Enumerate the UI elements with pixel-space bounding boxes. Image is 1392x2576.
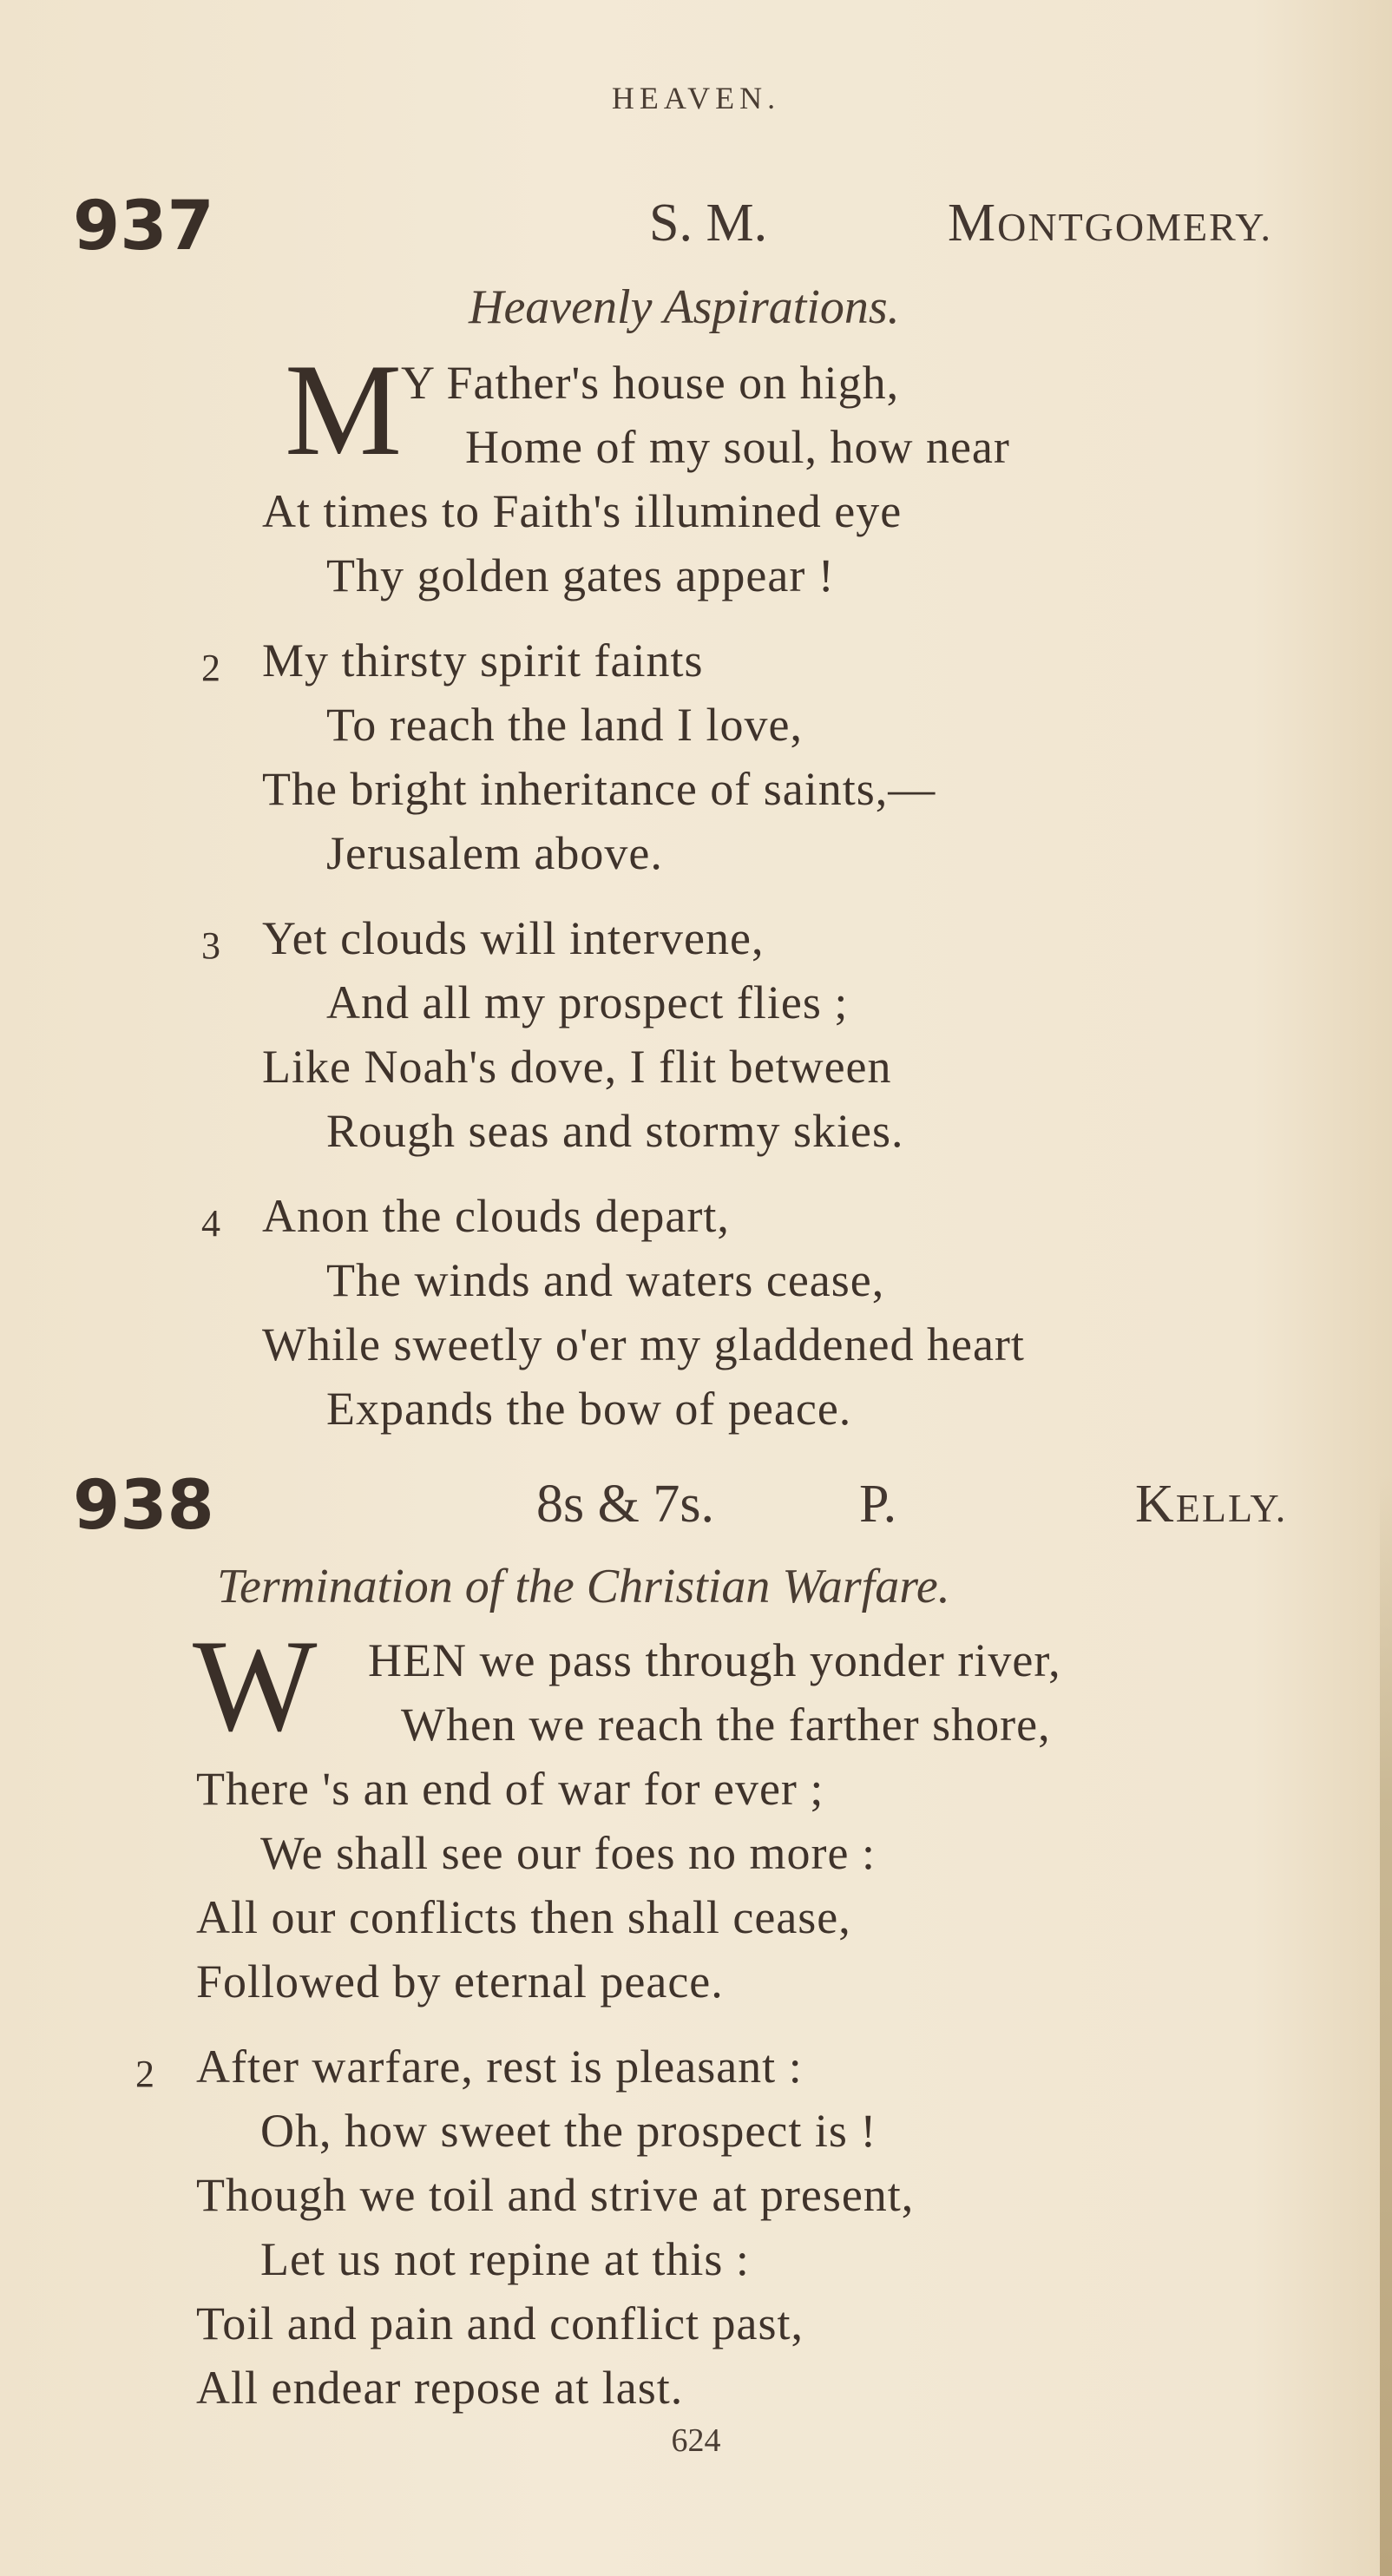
hymn-937-stanza-3-line-3: Like Noah's dove, I flit between [262, 1041, 892, 1093]
hymn-937-stanza-3-line-4: Rough seas and stormy skies. [326, 1105, 904, 1157]
hymn-938-stanza-2-line-5: Toil and pain and conflict past, [196, 2297, 804, 2349]
hymn-937-stanza-1-line-1: Y Father's house on high, [401, 357, 900, 409]
hymn-937-author-initial: M [948, 194, 998, 253]
hymn-938-author [1135, 1474, 1287, 1535]
hymn-938-stanza-2-line-2: Oh, how sweet the prospect is ! [260, 2105, 877, 2157]
running-head: HEAVEN. [611, 81, 781, 115]
hymn-937-stanza-3-number: 3 [201, 924, 220, 967]
page-edge [1380, 1475, 1392, 2576]
hymn-938-meter: 8s & 7s. [536, 1475, 714, 1534]
hymn-937-stanza-4-number: 4 [201, 1202, 220, 1245]
hymn-937-stanza-4-line-1: Anon the clouds depart, [262, 1190, 730, 1242]
hymn-938-stanza-2-line-4: Let us not repine at this : [260, 2233, 750, 2285]
hymn-938-author-rest: ELLY. [1175, 1486, 1288, 1530]
hymn-937-author [948, 193, 1272, 254]
hymn-937-stanza-4-line-3: While sweetly o'er my gladdened heart [262, 1318, 1025, 1370]
hymn-937-title: Heavenly Aspirations. [469, 280, 900, 334]
hymn-938-author-initial: K [1135, 1475, 1176, 1534]
hymn-938-stanza-1-line-6: Followed by eternal peace. [196, 1955, 724, 2008]
hymn-937-meter: S. M. [649, 194, 768, 253]
hymn-937-stanza-4-line-4: Expands the bow of peace. [326, 1383, 852, 1435]
page-number: 624 [671, 2422, 721, 2459]
hymn-937-stanza-1-line-3: At times to Faith's illumined eye [262, 485, 903, 537]
hymn-937-stanza-1-line-2: Home of my soul, how near [465, 421, 1010, 473]
hymn-938-stanza-1-line-4: We shall see our foes no more : [260, 1827, 876, 1879]
hymn-938-stanza-2-line-1: After warfare, rest is pleasant : [196, 2040, 803, 2093]
hymn-938-title: Termination of the Christian Warfare. [217, 1560, 950, 1613]
hymn-937-stanza-2-line-3: The bright inheritance of saints,— [262, 763, 936, 815]
hymn-937-drop-cap: M [285, 337, 403, 483]
hymn-937-stanza-2-number: 2 [201, 647, 220, 689]
hymn-938-mode: P. [859, 1475, 897, 1534]
hymn-938-stanza-1-line-2: When we reach the farther shore, [401, 1699, 1051, 1751]
hymn-938-stanza-2-line-6: All endear repose at last. [196, 2362, 684, 2414]
hymn-938-stanza-2-line-3: Though we toil and strive at present, [196, 2169, 915, 2221]
hymn-937-stanza-3-line-1: Yet clouds will intervene, [262, 912, 765, 964]
hymn-938-drop-cap: W [193, 1613, 318, 1758]
hymn-937-stanza-1-line-4: Thy golden gates appear ! [326, 549, 835, 601]
hymn-937-stanza-3-line-2: And all my prospect flies ; [326, 976, 849, 1028]
hymn-938-stanza-2-number: 2 [135, 2053, 154, 2095]
hymn-937-number: 937 [73, 187, 214, 266]
hymn-937-stanza-2-line-4: Jerusalem above. [326, 827, 663, 879]
hymn-938-stanza-1-line-3: There 's an end of war for ever ; [196, 1763, 824, 1815]
hymn-937-stanza-4-line-2: The winds and waters cease, [326, 1254, 885, 1306]
hymn-937-stanza-2-line-1: My thirsty spirit faints [262, 634, 704, 687]
hymn-938-stanza-1-line-1: HEN we pass through yonder river, [368, 1634, 1061, 1686]
hymn-937-author-rest: ONTGOMERY. [997, 205, 1273, 249]
hymn-938-number: 938 [73, 1467, 214, 1545]
hymn-937-stanza-2-line-2: To reach the land I love, [326, 699, 803, 751]
hymn-938-stanza-1-line-5: All our conflicts then shall cease, [196, 1891, 851, 1943]
